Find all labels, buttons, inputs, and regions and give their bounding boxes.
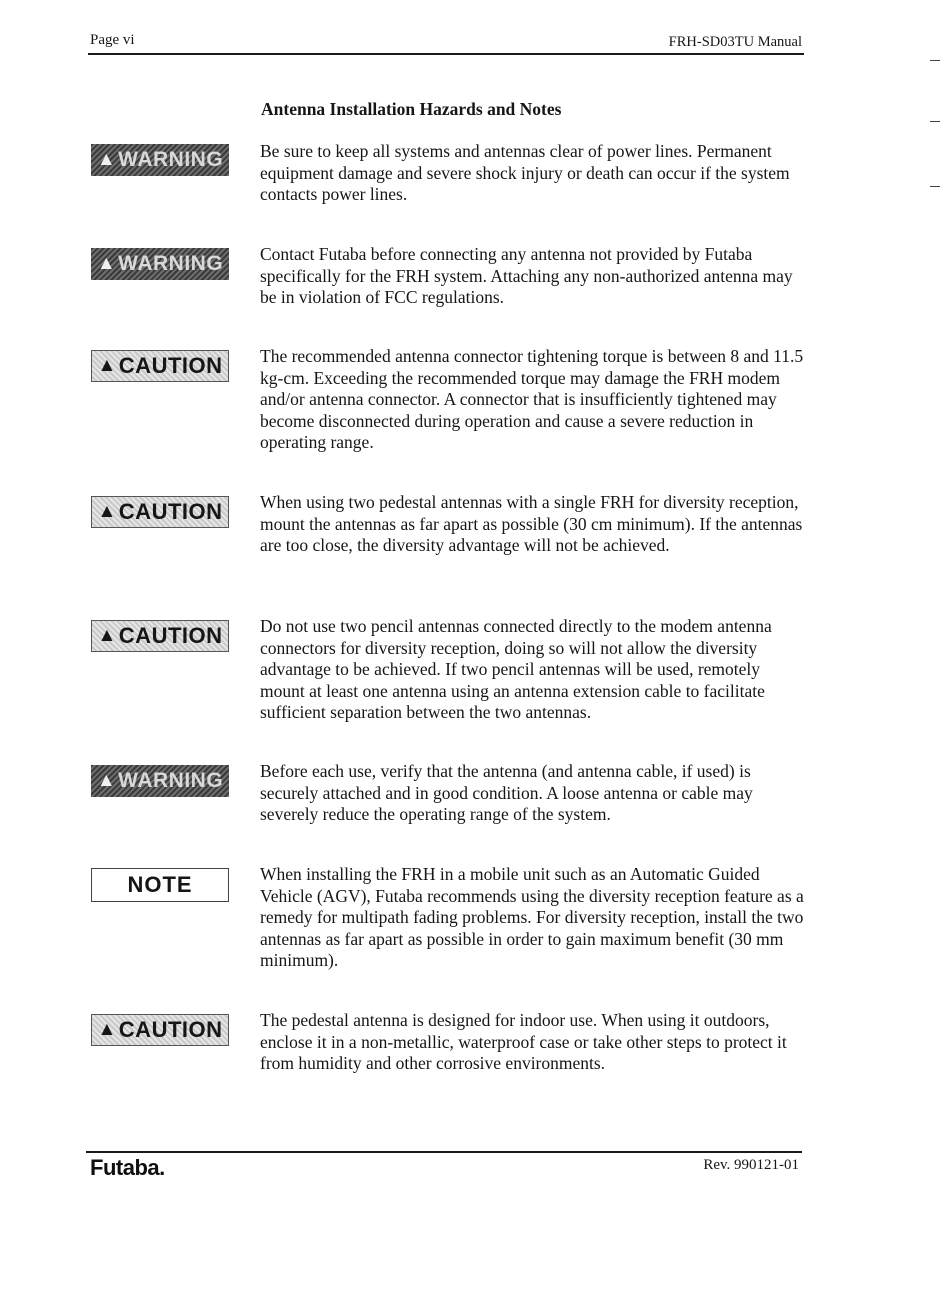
warning-triangle-icon: ▲ <box>96 770 117 791</box>
caution-label <box>91 496 229 528</box>
warning-label-text: WARNING <box>118 252 224 275</box>
notice-text: When using two pedestal antennas with a single FRH for diversity reception, mount the antennas as far apart as possible (30 cm minimum). If the antennas are too close, the diversity advantage will not be achieved. <box>260 492 803 556</box>
caution-label <box>91 620 229 652</box>
margin-tick <box>930 186 940 187</box>
note-label-text: NOTE <box>127 872 193 897</box>
warning-triangle-icon: ▲ <box>97 1019 117 1040</box>
margin-tick <box>930 60 940 61</box>
revision-number: Rev. 990121-01 <box>703 1157 799 1173</box>
warning-triangle-icon: ▲ <box>97 625 117 646</box>
margin-tick <box>930 121 940 122</box>
warning-triangle-icon: ▲ <box>96 253 117 274</box>
notice-text: Be sure to keep all systems and antennas clear of power lines. Permanent equipment damage and severe shock injury or death can occur if the system contacts power lines. <box>260 141 790 205</box>
notice-text: The recommended antenna connector tightening torque is between 8 and 11.5 kg-cm. Exceeding the recommended torque may damage the FRH modem and/or antenna connector. A connector that is insufficiently tightened may become disconnected during operation and cause a severe reduction in operating range. <box>260 346 804 453</box>
header-divider <box>88 53 804 55</box>
warning-label <box>91 144 229 176</box>
warning-label <box>91 248 229 280</box>
warning-label-text: WARNING <box>118 769 224 792</box>
caution-label-text: CAUTION <box>118 623 223 648</box>
warning-triangle-icon: ▲ <box>96 149 117 170</box>
notice-text: Do not use two pencil antennas connected directly to the modem antenna connectors for diversity reception, doing so will not allow the diversity advantage to be achieved. If two pencil antennas will be used, remotely mount at least one antenna using an antenna extension cable to facilitate sufficient separation between the two antennas. <box>260 616 772 723</box>
notice-text: The pedestal antenna is designed for indoor use. When using it outdoors, enclose it in a non-metallic, waterproof case or take other steps to protect it from humidity and other corrosive environments. <box>260 1010 787 1074</box>
note-label <box>91 868 229 902</box>
caution-label <box>91 350 229 382</box>
notice-text: Before each use, verify that the antenna (and antenna cable, if used) is securely attached and in good condition. A loose antenna or cable may severely reduce the operating range of the system. <box>260 761 753 825</box>
caution-label-text: CAUTION <box>118 1017 223 1042</box>
caution-label <box>91 1014 229 1046</box>
caution-label-text: CAUTION <box>118 499 223 524</box>
warning-triangle-icon: ▲ <box>97 355 117 376</box>
caution-label-text: CAUTION <box>118 353 223 378</box>
footer-divider <box>86 1151 802 1153</box>
section-title: Antenna Installation Hazards and Notes <box>261 99 562 119</box>
manual-title: FRH-SD03TU Manual <box>668 34 802 50</box>
notice-text: When installing the FRH in a mobile unit such as an Automatic Guided Vehicle (AGV), Futaba recommends using the diversity reception feature as a remedy for multipath fading problems. For diversity reception, install the two antennas as far apart as possible in order to gain maximum benefit (30 mm minimum). <box>260 864 804 971</box>
warning-triangle-icon: ▲ <box>97 501 117 522</box>
warning-label-text: WARNING <box>118 148 224 171</box>
notice-text: Contact Futaba before connecting any antenna not provided by Futaba specifically for the FRH system. Attaching any non-authorized antenna may be in violation of FCC regulations. <box>260 244 793 308</box>
page-number: Page vi <box>90 32 135 48</box>
warning-label <box>91 765 229 797</box>
futaba-logo: Futaba. <box>90 1155 165 1180</box>
